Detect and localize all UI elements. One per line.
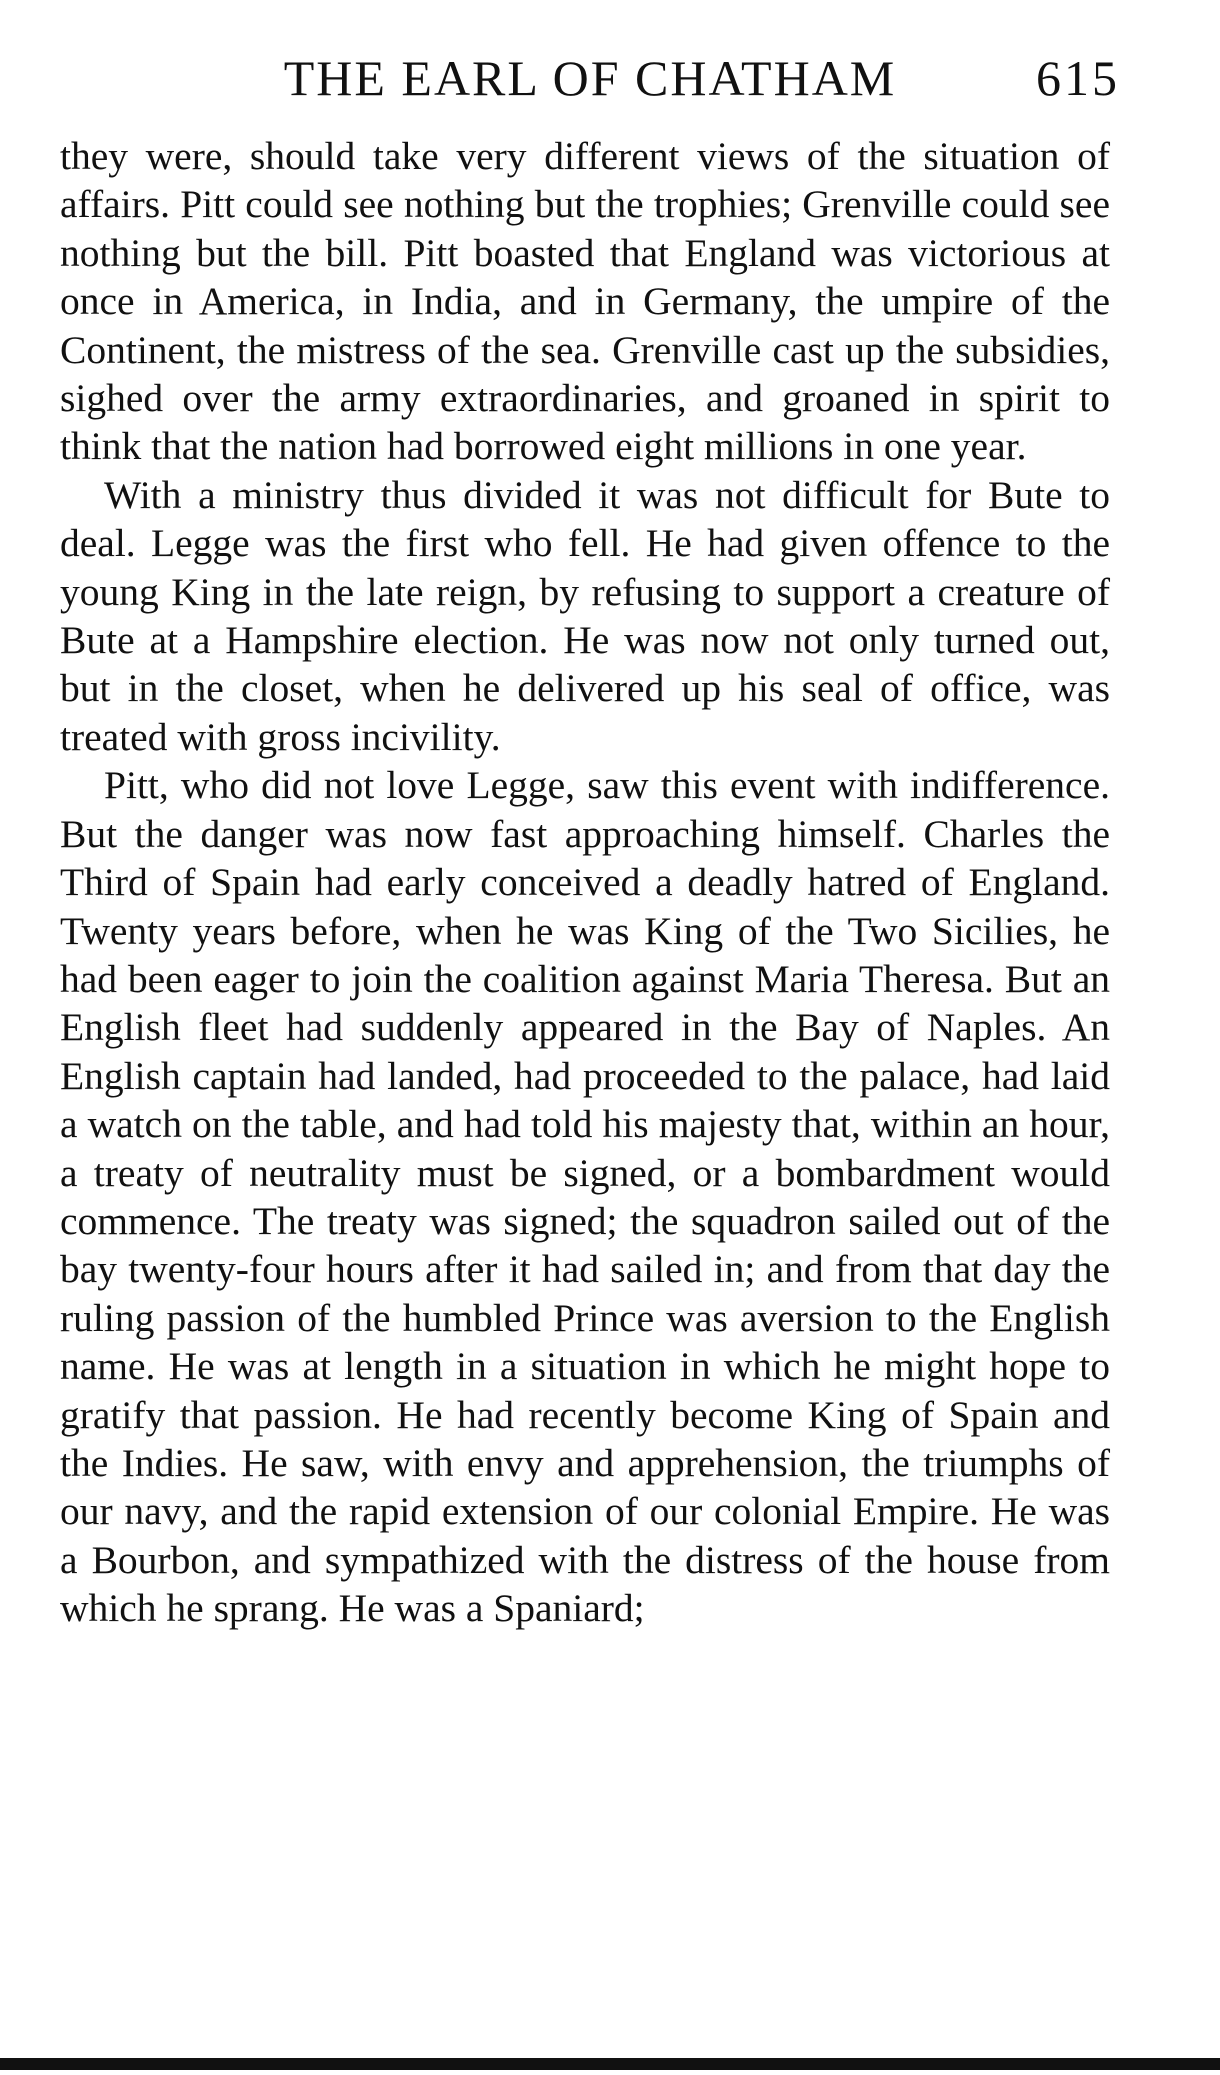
page-number: 615 — [1036, 50, 1120, 106]
paragraph-3: Pitt, who did not love Legge, saw this event with indifference. But the danger was now fast approaching himself. Charles the Third of Spain had early conceived a deadly hatred of England. Twenty years before, when he was King of the Two Sicilies, he had been eager to join the coalition against Maria Theresa. But an English fleet had suddenly appeared in the Bay of Naples. An English captain had landed, had proceeded to the palace, had laid a watch on the table, and had told his majesty that, within an hour, a treaty of neutrality must be signed, or a bombardment would commence. The treaty was signed; the squadron sailed out of the bay twenty-four hours after it had sailed in; and from that day the ruling passion of the humbled Prince was aversion to the English name. He was at length in a situation in which he might hope to gratify that passion. He had recently become King of Spain and the Indies. He saw, with envy and apprehension, the triumphs of our navy, and the rapid extension of our colonial Empire. He was a Bourbon, and sympathized with the distress of the house from which he sprang. He was a Spaniard; — [60, 763, 1110, 1631]
paragraph-2: With a ministry thus divided it was not difficult for Bute to deal. Legge was the first who fell. He had given offence to the young King in the late reign, by refusing to support a creature of Bute at a Hampshire election. He was now not only turned out, but in the closet, when he delivered up his seal of office, was treated with gross incivility. — [60, 472, 1110, 759]
page-header — [60, 48, 1120, 108]
paragraph-1: they were, should take very different views of the situation of affairs. Pitt could see nothing but the trophies; Grenville could see nothing but the bill. Pitt boasted that England was victorious at once in America, in India, and in Germany, the umpire of the Continent, the mistress of the sea. Grenville cast up the subsidies, sighed over the army extraordinaries, and groaned in spirit to think that the nation had borrowed eight millions in one year. — [60, 134, 1110, 469]
body-text — [60, 132, 1110, 1633]
running-title: THE EARL OF CHATHAM — [283, 50, 897, 106]
bottom-rule — [0, 2058, 1220, 2070]
